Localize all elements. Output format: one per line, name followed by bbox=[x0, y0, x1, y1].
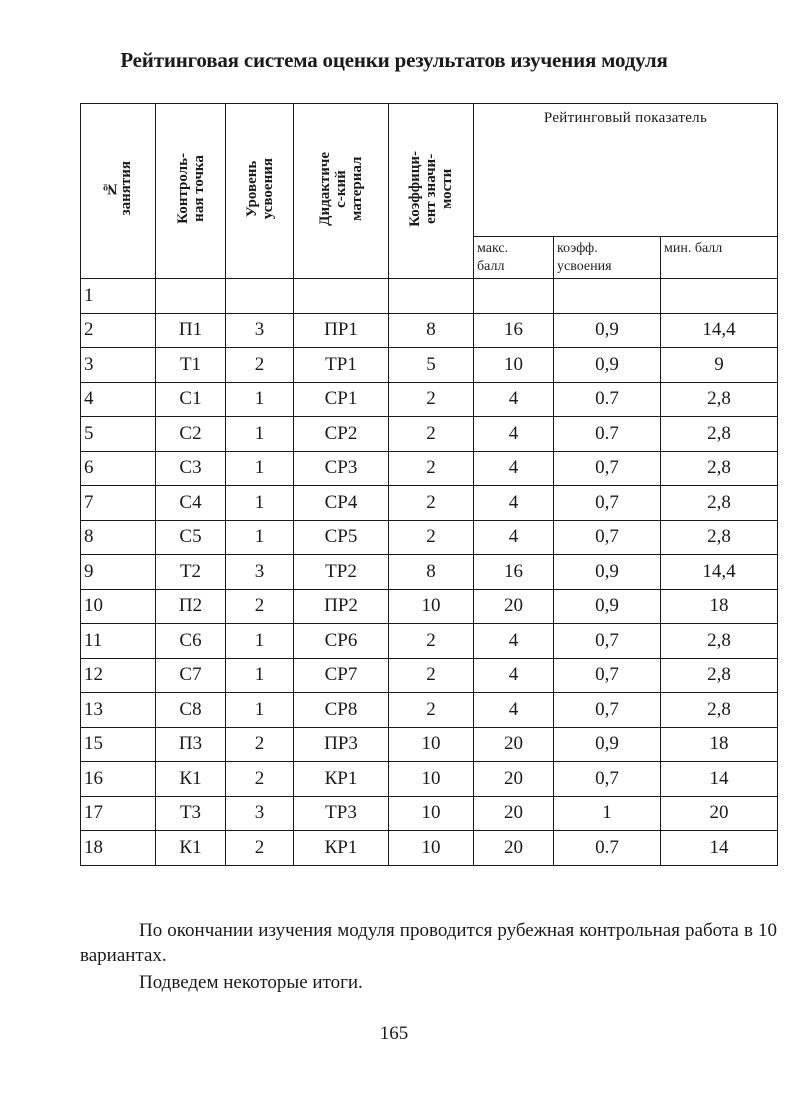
table-row bbox=[81, 624, 778, 659]
cell-min-score: 14 bbox=[661, 762, 778, 797]
cell-didactic-material: СР4 bbox=[294, 486, 389, 521]
cell-significance-coefficient: 5 bbox=[389, 348, 474, 383]
cell-checkpoint: С8 bbox=[156, 693, 226, 728]
header-mastery-level bbox=[226, 104, 294, 279]
cell-didactic-material: КР1 bbox=[294, 762, 389, 797]
page-number: 165 bbox=[379, 1023, 409, 1044]
cell-significance-coefficient: 8 bbox=[389, 555, 474, 590]
cell-max-score: 20 bbox=[474, 762, 554, 797]
table-row bbox=[81, 693, 778, 728]
cell-mastery-coefficient: 0,7 bbox=[554, 486, 661, 521]
cell-max-score bbox=[474, 279, 554, 314]
rating-table bbox=[80, 103, 778, 866]
header-lesson-number-label: № занятия bbox=[102, 161, 134, 216]
cell-mastery-coefficient: 0,7 bbox=[554, 520, 661, 555]
table-row bbox=[81, 313, 778, 348]
cell-max-score: 4 bbox=[474, 486, 554, 521]
cell-lesson-number: 4 bbox=[81, 382, 156, 417]
cell-didactic-material: СР7 bbox=[294, 658, 389, 693]
cell-min-score: 9 bbox=[661, 348, 778, 383]
cell-mastery-level: 2 bbox=[226, 762, 294, 797]
cell-mastery-level: 1 bbox=[226, 693, 294, 728]
table-row bbox=[81, 417, 778, 452]
cell-checkpoint: К1 bbox=[156, 831, 226, 866]
table-row bbox=[81, 658, 778, 693]
cell-mastery-level: 1 bbox=[226, 417, 294, 452]
cell-max-score: 20 bbox=[474, 796, 554, 831]
cell-significance-coefficient: 2 bbox=[389, 693, 474, 728]
cell-min-score: 2,8 bbox=[661, 382, 778, 417]
cell-lesson-number: 16 bbox=[81, 762, 156, 797]
table-row bbox=[81, 451, 778, 486]
cell-mastery-level: 2 bbox=[226, 727, 294, 762]
page-title: Рейтинговая система оценки результатов изучения модуля bbox=[120, 48, 668, 72]
cell-mastery-level: 1 bbox=[226, 658, 294, 693]
header-checkpoint-label: Контроль- ная точка bbox=[174, 153, 207, 224]
table-row bbox=[81, 831, 778, 866]
header-mastery-level-label: Уровень усвоения bbox=[243, 157, 276, 220]
cell-min-score: 20 bbox=[661, 796, 778, 831]
cell-significance-coefficient: 2 bbox=[389, 451, 474, 486]
cell-checkpoint: С3 bbox=[156, 451, 226, 486]
cell-max-score: 4 bbox=[474, 624, 554, 659]
cell-didactic-material: СР2 bbox=[294, 417, 389, 452]
cell-lesson-number: 5 bbox=[81, 417, 156, 452]
cell-lesson-number: 1 bbox=[81, 279, 156, 314]
cell-mastery-coefficient: 0,7 bbox=[554, 693, 661, 728]
cell-max-score: 10 bbox=[474, 348, 554, 383]
cell-significance-coefficient bbox=[389, 279, 474, 314]
cell-didactic-material: ТР3 bbox=[294, 796, 389, 831]
table-row bbox=[81, 486, 778, 521]
cell-mastery-level: 2 bbox=[226, 831, 294, 866]
cell-lesson-number: 13 bbox=[81, 693, 156, 728]
cell-min-score: 2,8 bbox=[661, 624, 778, 659]
table-row bbox=[81, 382, 778, 417]
cell-min-score: 2,8 bbox=[661, 451, 778, 486]
cell-significance-coefficient: 10 bbox=[389, 796, 474, 831]
header-significance-coefficient bbox=[389, 104, 474, 279]
paragraph-summary: Подведем некоторые итоги. bbox=[139, 972, 363, 993]
cell-max-score: 4 bbox=[474, 382, 554, 417]
cell-checkpoint: С5 bbox=[156, 520, 226, 555]
cell-min-score: 14,4 bbox=[661, 313, 778, 348]
table-row bbox=[81, 279, 778, 314]
cell-checkpoint: С4 bbox=[156, 486, 226, 521]
cell-min-score: 2,8 bbox=[661, 658, 778, 693]
cell-lesson-number: 17 bbox=[81, 796, 156, 831]
cell-mastery-level: 3 bbox=[226, 796, 294, 831]
table-body bbox=[81, 279, 778, 866]
cell-max-score: 16 bbox=[474, 555, 554, 590]
cell-lesson-number: 9 bbox=[81, 555, 156, 590]
cell-mastery-coefficient: 0.7 bbox=[554, 417, 661, 452]
cell-didactic-material: ПР1 bbox=[294, 313, 389, 348]
cell-mastery-coefficient: 0,9 bbox=[554, 727, 661, 762]
cell-mastery-level: 3 bbox=[226, 555, 294, 590]
cell-max-score: 20 bbox=[474, 589, 554, 624]
cell-mastery-level: 2 bbox=[226, 589, 294, 624]
cell-mastery-level: 1 bbox=[226, 520, 294, 555]
cell-mastery-coefficient: 0,9 bbox=[554, 348, 661, 383]
cell-lesson-number: 6 bbox=[81, 451, 156, 486]
cell-didactic-material: ТР1 bbox=[294, 348, 389, 383]
cell-significance-coefficient: 2 bbox=[389, 382, 474, 417]
cell-significance-coefficient: 8 bbox=[389, 313, 474, 348]
cell-mastery-coefficient bbox=[554, 279, 661, 314]
cell-significance-coefficient: 2 bbox=[389, 486, 474, 521]
cell-mastery-level: 1 bbox=[226, 486, 294, 521]
cell-mastery-level: 3 bbox=[226, 313, 294, 348]
cell-checkpoint: Т2 bbox=[156, 555, 226, 590]
cell-didactic-material: СР6 bbox=[294, 624, 389, 659]
cell-min-score: 14,4 bbox=[661, 555, 778, 590]
header-didactic-material bbox=[294, 104, 389, 279]
cell-significance-coefficient: 2 bbox=[389, 520, 474, 555]
cell-mastery-coefficient: 0.7 bbox=[554, 382, 661, 417]
cell-didactic-material: СР5 bbox=[294, 520, 389, 555]
table-row bbox=[81, 589, 778, 624]
header-didactic-material-label: Дидактиче с-кий материал bbox=[317, 151, 365, 226]
cell-max-score: 20 bbox=[474, 727, 554, 762]
cell-checkpoint: П3 bbox=[156, 727, 226, 762]
cell-mastery-level: 1 bbox=[226, 382, 294, 417]
cell-min-score bbox=[661, 279, 778, 314]
cell-didactic-material bbox=[294, 279, 389, 314]
cell-checkpoint: С2 bbox=[156, 417, 226, 452]
cell-min-score: 18 bbox=[661, 727, 778, 762]
cell-mastery-level: 1 bbox=[226, 451, 294, 486]
cell-lesson-number: 3 bbox=[81, 348, 156, 383]
cell-didactic-material: СР3 bbox=[294, 451, 389, 486]
header-row bbox=[81, 104, 778, 237]
cell-checkpoint bbox=[156, 279, 226, 314]
cell-checkpoint: П1 bbox=[156, 313, 226, 348]
cell-didactic-material: ПР3 bbox=[294, 727, 389, 762]
cell-lesson-number: 7 bbox=[81, 486, 156, 521]
cell-mastery-coefficient: 0,9 bbox=[554, 313, 661, 348]
cell-max-score: 4 bbox=[474, 693, 554, 728]
cell-mastery-level: 1 bbox=[226, 624, 294, 659]
cell-mastery-coefficient: 0,7 bbox=[554, 624, 661, 659]
cell-didactic-material: СР8 bbox=[294, 693, 389, 728]
cell-min-score: 2,8 bbox=[661, 486, 778, 521]
cell-lesson-number: 2 bbox=[81, 313, 156, 348]
cell-lesson-number: 12 bbox=[81, 658, 156, 693]
cell-significance-coefficient: 2 bbox=[389, 624, 474, 659]
cell-significance-coefficient: 10 bbox=[389, 831, 474, 866]
header-mastery-coefficient: коэфф. усвоения bbox=[554, 237, 661, 279]
cell-mastery-coefficient: 1 bbox=[554, 796, 661, 831]
cell-mastery-coefficient: 0,9 bbox=[554, 589, 661, 624]
cell-significance-coefficient: 10 bbox=[389, 727, 474, 762]
cell-didactic-material: КР1 bbox=[294, 831, 389, 866]
table-row bbox=[81, 762, 778, 797]
table-row bbox=[81, 796, 778, 831]
cell-min-score: 14 bbox=[661, 831, 778, 866]
cell-min-score: 2,8 bbox=[661, 520, 778, 555]
cell-lesson-number: 18 bbox=[81, 831, 156, 866]
cell-mastery-coefficient: 0,7 bbox=[554, 658, 661, 693]
cell-lesson-number: 8 bbox=[81, 520, 156, 555]
cell-mastery-coefficient: 0.7 bbox=[554, 831, 661, 866]
header-significance-coefficient-label: Коэффици- ент значи- мости bbox=[407, 150, 455, 227]
cell-lesson-number: 10 bbox=[81, 589, 156, 624]
cell-max-score: 4 bbox=[474, 451, 554, 486]
cell-min-score: 2,8 bbox=[661, 693, 778, 728]
cell-mastery-coefficient: 0,9 bbox=[554, 555, 661, 590]
cell-significance-coefficient: 10 bbox=[389, 762, 474, 797]
cell-max-score: 16 bbox=[474, 313, 554, 348]
cell-checkpoint: К1 bbox=[156, 762, 226, 797]
cell-checkpoint: С6 bbox=[156, 624, 226, 659]
table-row bbox=[81, 727, 778, 762]
cell-lesson-number: 15 bbox=[81, 727, 156, 762]
cell-checkpoint: Т1 bbox=[156, 348, 226, 383]
cell-min-score: 2,8 bbox=[661, 417, 778, 452]
table-row bbox=[81, 520, 778, 555]
cell-max-score: 4 bbox=[474, 658, 554, 693]
cell-checkpoint: С7 bbox=[156, 658, 226, 693]
cell-max-score: 4 bbox=[474, 520, 554, 555]
table-row bbox=[81, 555, 778, 590]
cell-mastery-level bbox=[226, 279, 294, 314]
cell-max-score: 4 bbox=[474, 417, 554, 452]
cell-didactic-material: ПР2 bbox=[294, 589, 389, 624]
cell-checkpoint: П2 bbox=[156, 589, 226, 624]
header-min-score: мин. балл bbox=[661, 237, 778, 279]
header-lesson-number bbox=[81, 104, 156, 279]
table-row bbox=[81, 348, 778, 383]
cell-min-score: 18 bbox=[661, 589, 778, 624]
cell-mastery-level: 2 bbox=[226, 348, 294, 383]
cell-max-score: 20 bbox=[474, 831, 554, 866]
cell-didactic-material: ТР2 bbox=[294, 555, 389, 590]
cell-significance-coefficient: 2 bbox=[389, 417, 474, 452]
paragraph-final-test: По окончании изучения модуля проводится рубежная контрольная работа в 10 вариантах. bbox=[80, 920, 777, 966]
cell-mastery-coefficient: 0,7 bbox=[554, 451, 661, 486]
cell-didactic-material: СР1 bbox=[294, 382, 389, 417]
header-rating-indicator: Рейтинговый показатель bbox=[474, 104, 778, 237]
cell-lesson-number: 11 bbox=[81, 624, 156, 659]
cell-checkpoint: Т3 bbox=[156, 796, 226, 831]
cell-significance-coefficient: 10 bbox=[389, 589, 474, 624]
cell-checkpoint: С1 bbox=[156, 382, 226, 417]
header-checkpoint bbox=[156, 104, 226, 279]
header-max-score: макс. балл bbox=[474, 237, 554, 279]
cell-significance-coefficient: 2 bbox=[389, 658, 474, 693]
cell-mastery-coefficient: 0,7 bbox=[554, 762, 661, 797]
